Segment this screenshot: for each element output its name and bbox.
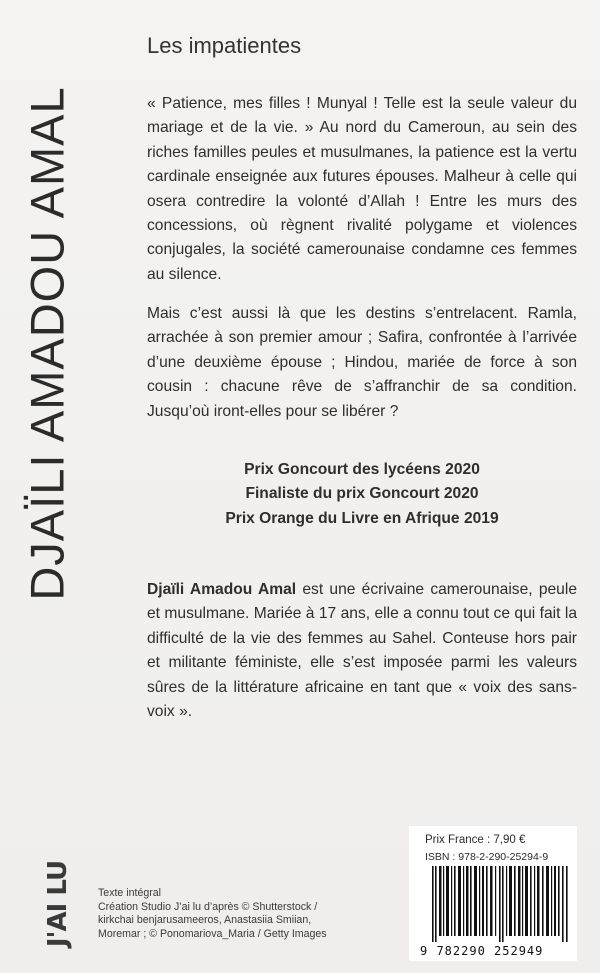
ean-number: 9 782290 252949 <box>420 944 544 958</box>
author-name-text: DJAÏLI AMADOU AMAL <box>20 85 74 601</box>
publisher-logo-text: J'AI LU <box>43 860 74 948</box>
credit-line: kirkchai benjarusameeros, Anastasiia Smiian, <box>98 914 312 927</box>
blurb-paragraph-1 <box>147 92 577 287</box>
credit-line: Moremar ; © Ponomariova_Maria / Getty Images <box>98 927 327 940</box>
author-bio <box>147 578 577 724</box>
blurb-text-2: Mais c’est aussi là que les destins s’entrelacent. Ramla, arrachée à son premier amour ; Safira, confrontée à l’arrivée d’une deuxième épouse ; Hindou, mariée de force à son cousin : chacune rêve de s’affranchir de sa condition. Jusqu’où iront-elles pour se libérer ? <box>147 305 577 420</box>
author-name-spine <box>7 38 87 648</box>
prizes-list <box>147 458 577 531</box>
blurb-text-1: « Patience, mes filles ! Munyal ! Telle est la seule valeur du mariage et de la vie. » Au nord du Cameroun, au sein des riches familles peules et musulmanes, la patience est la vertu cardinale enseignée aux futures épouses. Malheur à celle qui osera contredire la volonté d’Allah ! Entre les murs des concessions, où règnent rivalité polygame et violences conjugales, la société camerounaise condamne ces femmes au silence. <box>147 95 577 283</box>
credit-line: Création Studio J’ai lu d’après © Shutterstock / <box>98 900 318 913</box>
prize-item: Prix Goncourt des lycéens 2020 <box>244 461 480 478</box>
publisher-logo <box>36 860 80 948</box>
book-title: Les impatientes <box>147 33 302 58</box>
price-label: Prix France : 7,90 € <box>425 834 526 846</box>
author-bio-name: Djaïli Amadou Amal <box>147 581 297 598</box>
image-credits <box>98 887 388 941</box>
author-bio-text <box>147 578 577 724</box>
barcode-icon <box>432 866 570 942</box>
blurb-paragraph-2 <box>147 302 577 424</box>
author-bio-body: est une écrivaine camerounaise, peule et musulmane. Mariée à 17 ans, elle a connu tout ce qui fait la difficulté de la vie des femmes au Sahel. Conteuse hors pair et militante féministe, elle s’est imposée parmi les valeurs sûres de la littérature africaine en tant que « voix des sans-voix ». <box>147 581 577 721</box>
prize-item: Finaliste du prix Goncourt 2020 <box>245 485 479 503</box>
isbn-label: ISBN : 978-2-290-25294-9 <box>425 851 549 863</box>
credit-line: Texte intégral <box>98 887 162 899</box>
prize-item: Prix Orange du Livre en Afrique 2019 <box>225 509 499 527</box>
